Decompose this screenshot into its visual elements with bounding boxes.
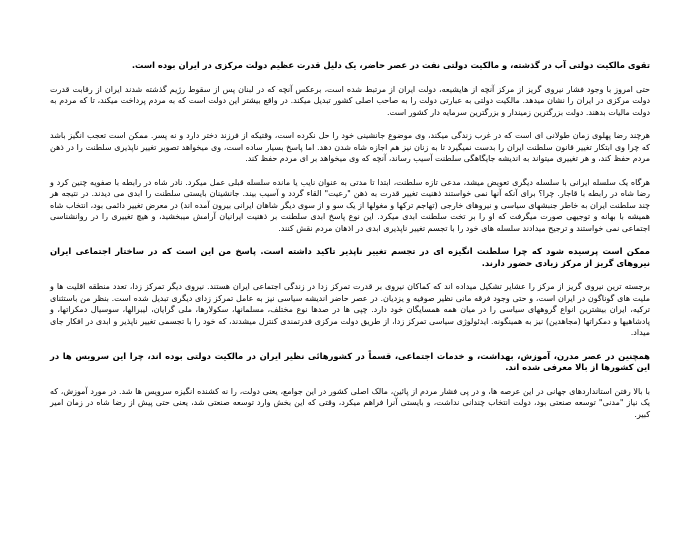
paragraph-5-heading: ممکن است پرسیده شود که چرا سلطنت انگیزه ای در تجسم تغییر ناپذیر تاکید داشته است. پاسخ من این است که در ساختار اجتماعی ایران نیروهای گریز از مرکز زیادی حضور دارند. <box>50 246 650 268</box>
paragraph-4: هرگاه یک سلسله ایرانی با سلسله دیگری تعویض میشد، مدعی تازه سلطنت، ابتدا تا مدتی به عنوان نایب یا مانده سلسله قبلی عمل میکرد. نادر شاه در رابطه با صفویه چنین کرد و رضا شاه در رابطه با قاجار. چرا؟ برای آنکه آنها نمی خواستند ذهنیت تغییر قدرت به ذهن "رعیت" القاء گردد و آسیب بیند. جانشینان بایستی سلطنت را ابدی می دیدند. در نتیجه هر چند سلطنت ایران به خاطر جنبشهای سیاسی و نیروهای خارجی (تهاجم ترکها و مغولها از یک سو و از سوی دیگر شاهان ایرانی بیرون آمده اند) در معرض تغییر دائمی بود، انتخاب شاه همیشه با بهانه و توجیهی صورت میگرفت که او را بر تخت سلطنت ابدی میکرد. این نوع پاسخ ابدی سلطنت بر ذهنیت ایرانیان آرامش میبخشید، و هیچ تغییری را در روانشناسی اجتماعی نمی خواستند و ترجیح میدادند سلسله های خود را با تجسم تغییر ناپذیری ابدی در اذهان مردم نقش کنند. <box>50 177 650 233</box>
paragraph-3: هرچند رضا پهلوی زمان طولانی ای است که در غرب زندگی میکند، وی موضوع جانشینی خود را حل نکرده است، وقتیکه از فرزند دختر دارد و نه پسر. ممکن است تعجب انگیز باشد که چرا وی ابتکار تغییر قانون سلطنت ایران را بدست نمیگیرد تا به زنان نیز هم اجازه شاه شدن دهد. اما پاسخ بسیار ساده است، وی میخواهد تصویر تغییر ناپذیری سلطنت را در ذهن مردم حفظ کند، و هر تغییری میتواند به اندیشه جایگاهگی سلطنت آسیب رساند، آنچه که وی میخواهد بر ای مردم حفظ کند. <box>50 131 650 163</box>
paragraph-1-heading: تقوی مالکیت دولتی آب در گذشته، و مالکیت دولتی نفت در عصر حاضر، یک دلیل قدرت عظیم دولت مرکزی در ایران بوده است. <box>131 60 650 70</box>
paragraph-2: حتی امروز با وجود فشار نیروی گریز از مرکز آنچه از هایشیعه، دولت ایران از مرتبط شده است، برعکس آنچه که در لبنان پس از سقوط رژیم گذشته شدند ایران از رقابت قدرت دولت مرکزی در ایران را نشان میدهد. مالکیت دولتی به عبارتی دولت را به صاحب اصلی کشور تبدیل میکند. در واقع بیشتر این دولت است که به مردم پرداخت میکند، تا که مردم به دولت مالیات بدهند. دولت بزرگترین زمیندار و بزرگترین سرمایه دار کشور است. <box>50 84 650 117</box>
paragraph-8: با بالا رفتن استانداردهای جهانی در این عرصه ها، و در پی فشار مردم از پائین، مالک اصلی کشور در این جوامع، یعنی دولت، را نه کشنده انگیزه سرویس ها شد. در مورد آموزش، که یک نیاز "مدنی" توسعه صنعتی بود، دولت انتخاب چندانی نداشت، و بایستی آنرا فراهم میکرد، وقتی که این بخش وارد توسعه صنعتی شد، یعنی حتی پیش از رضا شاه در زمان امیر کبیر. <box>50 386 650 419</box>
paragraph-7-heading: همچنین در عصر مدرن، آموزش، بهداشت، و خدمات اجتماعی، قسماً در کشورهائی نظیر ایران در مالکیت دولتی بوده اند، چرا این سرویس ها در این کشورها از بالا معرفی شده اند. <box>50 350 650 372</box>
paragraph-6: برجسته ترین نیروی گریز از مرکز را عشایر تشکیل میداده اند که کماکان نیروی بر قدرت تمرکز زدا در زندگی اجتماعی ایران هستند. نیروی دیگر تمرکز زدا، تعدد منطقه اقلیت ها و ملیت های گوناگون در ایران است، و حتی وجود فرقه مانی نظیر صوفیه و یزدیان. در عصر حاضر اندیشه سیاسی نیز به عامل تمرکز زدای دیگری تبدیل شده است. بنظر من باستثنای ترکیه، ایران بیشترین انواع گروههای سیاسی را در میان همه همسایگان خود دارد. چپی ها در صدها نوع مختلف، مسلمانها، سکولارها، ملی گرایان، لیبرالها، سوسیال دمکراتها، و پادشاهیها و دمکراتها (مجاهدین) نیز به همینگونه. ایدئولوژی سیاسی تمرکز زدا، از طریق دولت مرکزی قدرتمندی کنترل میشدند، که خود را با تجسمی تغییر ناپذیر و ابدی در افکار جای میداد. <box>50 282 650 337</box>
document-page <box>50 60 650 432</box>
